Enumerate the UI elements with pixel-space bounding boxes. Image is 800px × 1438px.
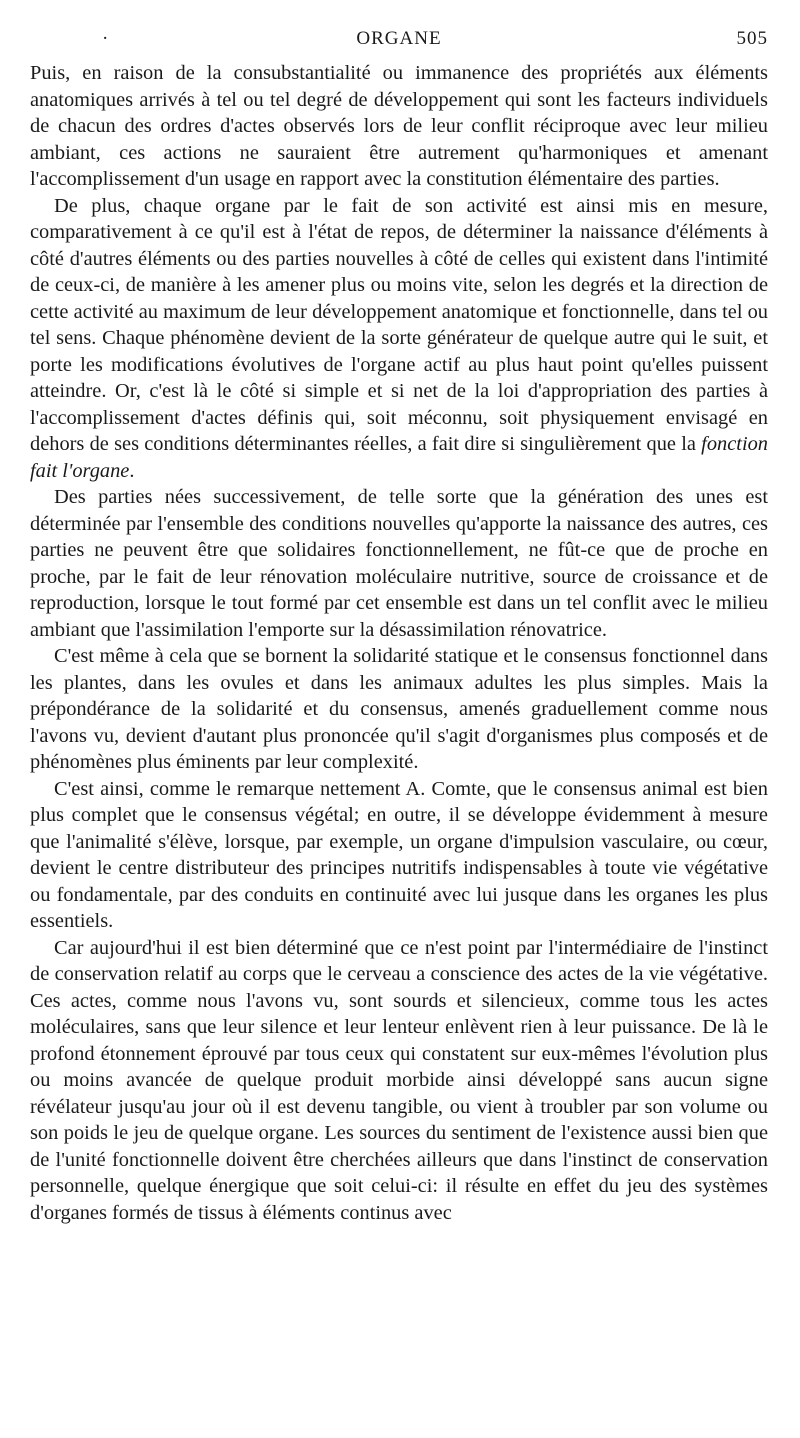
paragraph-2-end: .: [129, 459, 135, 482]
document-page: [30, 28, 768, 1226]
italic-phrase: fonction fait l'organe: [30, 433, 768, 482]
paragraph-2-text: De plus, chaque organe par le fait de son activité est ainsi mis en mesure, comparativement à ce qu'il est à l'état de repos, de déterminer la naissance d'éléments à côté d'autres éléments ou des parties nouvelles à côté de celles qui existent dans l'intimité de ceux-ci, de manière à les amener plus ou moins vite, selon les degrés et la direction de cette activité au maximum de leur développement anatomique et fonctionnelle, dans tel ou tel sens. Chaque phénomène devient de la sorte générateur de quelque autre qui le suit, et porte les modifications évolutives de l'organe actif au plus haut point qu'elles puissent atteindre. Or, c'est là le côté si simple et si net de la loi d'appropriation des parties à l'accomplissement d'actes définis qui, soit méconnu, soit physiquement envisagé en dehors de ses conditions déterminantes réelles, a fait dire si singulièrement que la: [30, 194, 768, 455]
paragraph-1: Puis, en raison de la consubstantialité ou immanence des propriétés aux éléments anatomiques arrivés à tel ou tel degré de développement qui sont les facteurs individuels de chacun des ordres d'actes observés lors de leur conflit réciproque avec leur milieu ambiant, ces actions ne sauraient être autrement qu'harmoniques et amenant l'accomplissement d'un usage en rapport avec la constitution élémentaire des parties.: [30, 62, 768, 190]
body-text: [30, 60, 768, 1226]
page-number: 505: [736, 28, 768, 49]
header-mark: ·: [102, 28, 110, 49]
running-head: [30, 28, 768, 60]
paragraph-6: Car aujourd'hui il est bien déterminé que ce n'est point par l'intermédiaire de l'instinct de conservation relatif au corps que le cerveau a conscience des actes de la vie végétative. Ces actes, comme nous l'avons vu, sont sourds et silencieux, comme tous les actes moléculaires, sans que leur silence et leur lenteur enlèvent rien à leur puissance. De là le profond étonnement éprouvé par tous ceux qui constatent sur eux-mêmes l'évolution plus ou moins avancée de quelque produit morbide ainsi développé sans aucun signe révélateur jusqu'au jour où il est devenu tangible, ou vient à troubler par son volume ou son poids le jeu de quelque organe. Les sources du sentiment de l'existence aussi bien que de l'unité fonctionnelle doivent être cherchées ailleurs que dans l'instinct de conservation personnelle, quelque énergique que soit celui-ci: il résulte en effet du jeu des systèmes d'organes formés de tissus à éléments continus avec: [30, 936, 768, 1224]
paragraph-5: C'est ainsi, comme le remarque nettement A. Comte, que le consensus animal est bien plus complet que le consensus végétal; en outre, il se développe évidemment à mesure que l'animalité s'élève, lorsque, par exemple, un organe d'impulsion vasculaire, ou cœur, devient le centre distributeur des principes nutritifs indispensables à toute vie végétative ou fondamentale, par des conduits en continuité avec lui jusque dans les organes les plus essentiels.: [30, 777, 768, 932]
running-title: ORGANE: [356, 28, 442, 49]
paragraph-4: C'est même à cela que se bornent la solidarité statique et le consensus fonctionnel dans les plantes, dans les ovules et dans les animaux adultes les plus simples. Mais la prépondérance de la solidarité et du consensus, amenés graduellement comme nous l'avons vu, devient d'autant plus prononcée qu'il s'agit d'organismes plus composés et de phénomènes plus éminents par leur complexité.: [30, 645, 768, 773]
paragraph-3: Des parties nées successivement, de telle sorte que la génération des unes est déterminée par l'ensemble des conditions nouvelles qu'apporte la naissance des autres, ces parties ne peuvent être que solidaires fonctionnellement, ne fût-ce que de proche en proche, par le fait de leur rénovation moléculaire nutritive, source de croissance et de reproduction, lorsque le tout formé par cet ensemble est dans un tel conflit avec le milieu ambiant que l'assimilation l'emporte sur la désassimilation rénovatrice.: [30, 486, 768, 641]
paragraph-2: [30, 193, 768, 485]
